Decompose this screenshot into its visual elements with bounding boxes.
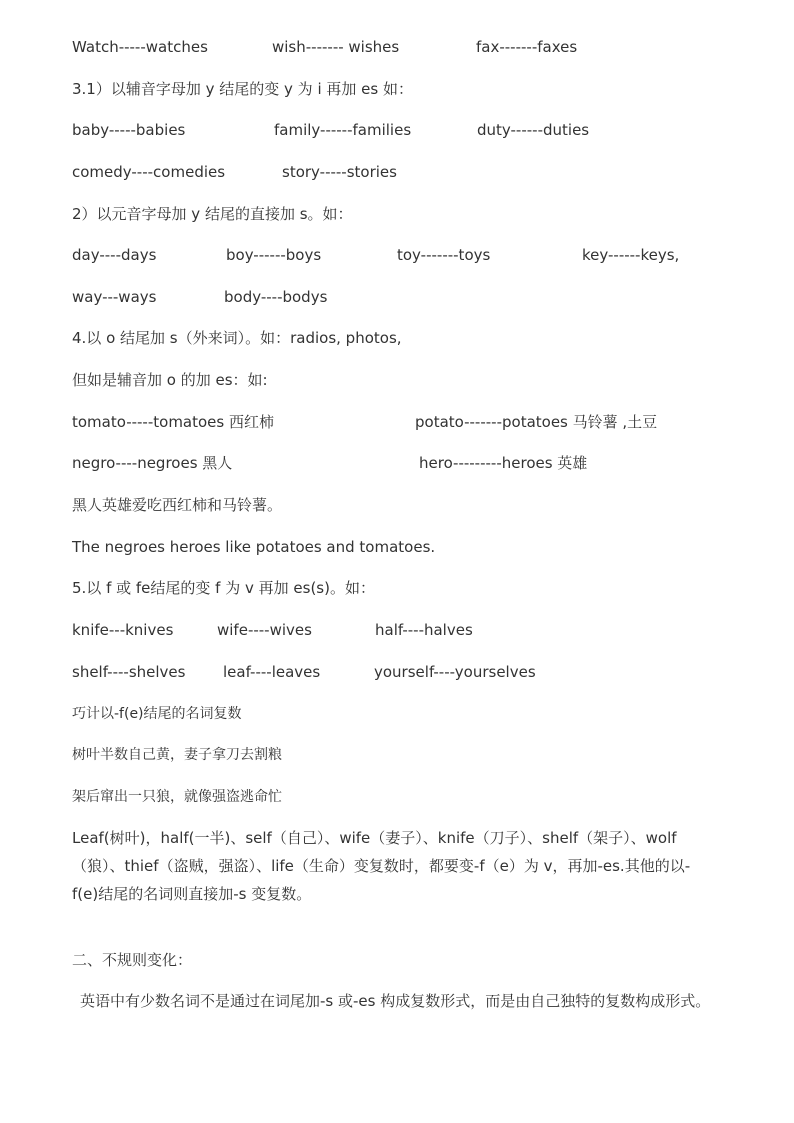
example-key: key------keys,	[582, 246, 680, 264]
example-day: day----days	[72, 246, 157, 264]
example-family: family------families	[274, 121, 412, 139]
example-wife: wife----wives	[217, 621, 312, 639]
example-potato: potato-------potatoes 马铃薯 ,土豆	[415, 413, 658, 431]
example-baby: baby-----babies	[72, 121, 186, 139]
example-boy: boy------boys	[226, 246, 322, 264]
example-duty: duty------duties	[477, 121, 590, 139]
example-story: story-----stories	[282, 163, 397, 181]
example-negro: negro----negroes 黑人	[72, 454, 233, 472]
mnemonic-english: The negroes heroes like potatoes and tomatoes.	[72, 538, 436, 556]
example-hero: hero---------heroes 英雄	[419, 454, 588, 472]
mnemonic-chinese: 黑人英雄爱吃西红柿和马铃薯。	[72, 496, 283, 514]
rule-5-heading: 5.以 f 或 fe结尾的变 f 为 v 再加 es(s)。如：	[72, 579, 375, 597]
example-wish: wish------- wishes	[272, 38, 400, 56]
section-2-heading: 二、不规则变化：	[72, 951, 193, 969]
section-2-paragraph: 英语中有少数名词不是通过在词尾加-s 或-es 构成复数形式，而是由自己独特的复数构成形式。	[80, 992, 711, 1010]
example-way: way---ways	[72, 288, 157, 306]
example-toy: toy-------toys	[397, 246, 491, 264]
example-yourself: yourself----yourselves	[374, 663, 536, 681]
rule-4-heading: 4.以 o 结尾加 s（外来词）。如：radios, photos,	[72, 329, 402, 347]
rule-4-subheading: 但如是辅音加 o 的加 es：如:	[72, 371, 268, 389]
explanation-paragraph: Leaf(树叶)，half(一半)、self（自己）、wife（妻子）、knife（刀子）、shelf（架子）、wolf（狼）、thief（盗贼，强盗）、life（生命）变复数时，都要变-f（e）为 v，再加-es.其他的以-f(e)结尾的名词则直接加-s 变复数。	[72, 829, 691, 903]
example-body: body----bodys	[224, 288, 328, 306]
rule-3-1-heading: 3.1）以辅音字母加 y 结尾的变 y 为 i 再加 es 如：	[72, 80, 413, 98]
tip-line-1: 树叶半数自己黄，妻子拿刀去割粮	[72, 747, 282, 763]
example-knife: knife---knives	[72, 621, 174, 639]
example-shelf: shelf----shelves	[72, 663, 186, 681]
example-comedy: comedy----comedies	[72, 163, 226, 181]
example-watch: Watch-----watches	[72, 38, 208, 56]
example-tomato: tomato-----tomatoes 西红柿	[72, 413, 274, 431]
tip-title: 巧计以-f(e)结尾的名词复数	[72, 706, 242, 722]
example-fax: fax-------faxes	[476, 38, 578, 56]
tip-line-2: 架后窜出一只狼，就像强盗逃命忙	[72, 789, 282, 805]
example-leaf: leaf----leaves	[223, 663, 321, 681]
rule-2-heading: 2）以元音字母加 y 结尾的直接加 s。如：	[72, 205, 353, 223]
example-half: half----halves	[375, 621, 473, 639]
